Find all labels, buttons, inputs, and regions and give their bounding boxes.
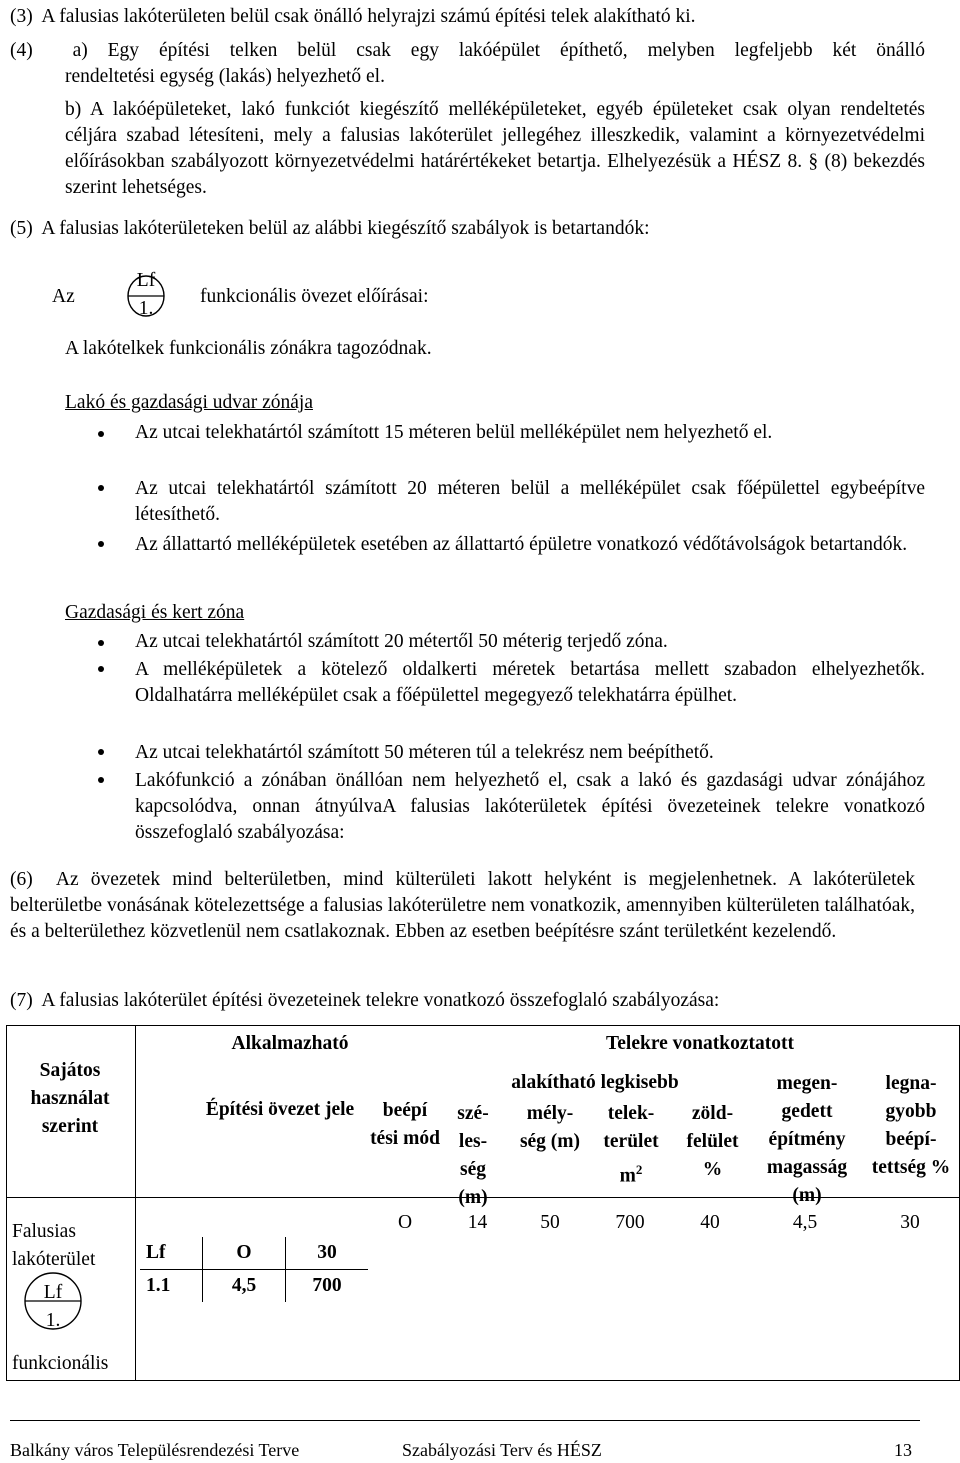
- table-value-green: 40: [700, 1212, 720, 1233]
- table-row-use-type: funkcionális: [12, 1353, 109, 1374]
- table-zone-badge-bottom: 1.: [45, 1310, 61, 1331]
- zone-prefix: Az: [52, 286, 75, 307]
- table-header-build-mode: beépí tési mód: [370, 1100, 440, 1149]
- zone-suffix: funkcionális övezet előírásai:: [200, 286, 429, 307]
- zone-badge-top: Lf: [136, 270, 156, 291]
- table-header-plot: Telekre vonatkoztatott: [606, 1033, 794, 1054]
- table-header-use: Sajátos használat szerint: [30, 1060, 110, 1137]
- zone-intro: A lakótelkek funkcionális zónákra tagozódnak.: [65, 338, 432, 359]
- section1-title: Lakó és gazdasági udvar zónája: [65, 392, 313, 413]
- bullet-icon: [98, 541, 104, 547]
- table-header-zone-sign: Építési övezet jele: [205, 1099, 355, 1120]
- table-row-use-name: Falusias lakóterület: [12, 1221, 96, 1270]
- section2-item-4: Lakófunkció a zónában önállóan nem helyezhető el, csak a lakó és gazdasági udvar zónájához kapcsolódva, onnan átnyúlvaA falusias lakóterületek építési övezeteinek telekre vonatkozó összefoglaló szabályozása:: [135, 770, 925, 843]
- paragraph-5: (5) A falusias lakóterületeken belül az alábbi kiegészítő szabályok is betartandók:: [10, 218, 650, 239]
- bullet-icon: [98, 485, 104, 491]
- paragraph-4a-line2: rendeltetési egység (lakás) helyezhető el.: [65, 66, 385, 87]
- table-header-width: szé- les- ség (m): [457, 1103, 489, 1208]
- zone-badge-bottom: 1.: [138, 298, 154, 319]
- table-header-min-group: alakítható legkisebb: [511, 1072, 679, 1093]
- footer-left: Balkány város Településrendezési Terve: [10, 1440, 300, 1460]
- section1-item-2: Az utcai telekhatártól számított 20 méteren belül a melléképület csak főépülettel egybeépítve létesíthető.: [135, 478, 925, 525]
- mini-cell-d: 1.1: [140, 1270, 203, 1303]
- zone-mini-table: [140, 1237, 368, 1302]
- table-header-height: megen- gedett építmény magasság (m): [766, 1073, 848, 1206]
- mini-cell-e: 4,5: [203, 1270, 286, 1303]
- section2-item-3: Az utcai telekhatártól számított 50 méteren túl a telekrész nem beépíthető.: [135, 742, 714, 763]
- table-header-coverage: legna- gyobb beépí- tettség %: [871, 1073, 951, 1178]
- paragraph-6: (6) Az övezetek mind belterületben, mind külterületi lakott helyként is megjelenhetnek. A lakóterületek belterületbe vonásának kötelezettsége a falusias lakóterületre nem vonatkozik, amennyiben külterületen találhatóak, és a belterülethez közvetlenül nem csatlakoznak. Ebben az esetben beépítésre szánt területként kezelendő.: [10, 869, 915, 942]
- table-value-height: 4,5: [792, 1212, 818, 1233]
- section1-item-3: Az állattartó melléképületek esetében az állattartó épületre vonatkozó védőtávolságok betartandók.: [135, 534, 908, 555]
- table-header-applicable: Alkalmazható: [231, 1033, 349, 1054]
- paragraph-4a-line1: (4) a) Egy építési telken belül csak egy lakóépület építhető, melyben legfeljebb két önálló: [10, 40, 925, 61]
- mini-cell-a: Lf: [140, 1237, 203, 1270]
- table-zone-badge-top: Lf: [43, 1282, 63, 1303]
- paragraph-4b: b) A lakóépületeket, lakó funkciót kiegészítő melléképületeket, egyéb épületeket csak olyan rendeltetés céljára szabad létesíteni, mely a falusias lakóterület jellegéhez illeszkedik, valamint a környezetvédelmi előírásokban szabályozott környezetvédelmi határértékeket betartja. Elhelyezésük a HÉSZ 8. § (8) bekezdés szerint lehetséges.: [65, 99, 925, 198]
- mini-cell-f: 700: [286, 1270, 369, 1303]
- bullet-icon: [98, 431, 104, 437]
- bullet-icon: [98, 640, 104, 646]
- table-value-coverage: 30: [900, 1212, 920, 1233]
- table-header-area-text: telek- terület m: [603, 1103, 659, 1187]
- mini-cell-b: O: [203, 1237, 286, 1270]
- section2-item-2: A melléképületek a kötelező oldalkerti méretek betartása mellett szabadon elhelyezhetők. Oldalhatárra melléképület csak a főépülettel megegyező telekhatárra épülhet.: [135, 659, 925, 706]
- bullet-icon: [98, 777, 104, 783]
- table-value-width: 14: [467, 1212, 488, 1233]
- table-value-depth: 50: [540, 1212, 560, 1233]
- section2-item-1: Az utcai telekhatártól számított 20 métertől 50 méterig terjedő zóna.: [135, 631, 668, 652]
- paragraph-7: (7) A falusias lakóterület építési övezeteinek telekre vonatkozó összefoglaló szabályozása:: [10, 990, 720, 1011]
- page-footer: [10, 1420, 920, 1461]
- section1-item-1: Az utcai telekhatártól számított 15 méteren belül melléképület nem helyezhető el.: [135, 422, 773, 443]
- paragraph-3: (3) A falusias lakóterületen belül csak önálló helyrajzi számú építési telek alakítható ki.: [10, 6, 696, 27]
- footer-center: Szabályozási Terv és HÉSZ: [402, 1440, 602, 1460]
- section2-title: Gazdasági és kert zóna: [65, 602, 245, 623]
- bullet-icon: [98, 749, 104, 755]
- mini-cell-c: 30: [286, 1237, 369, 1270]
- table-header-area-sup: 2: [635, 1162, 643, 1177]
- table-header-area: [592, 1100, 670, 1191]
- bullet-icon: [98, 666, 104, 672]
- table-header-green: zöld- felület %: [686, 1103, 739, 1180]
- table-value-mode: O: [397, 1212, 413, 1233]
- table-value-area: 700: [615, 1212, 645, 1233]
- table-header-depth: mély- ség (m): [519, 1103, 581, 1152]
- footer-page-number: 13: [894, 1440, 912, 1460]
